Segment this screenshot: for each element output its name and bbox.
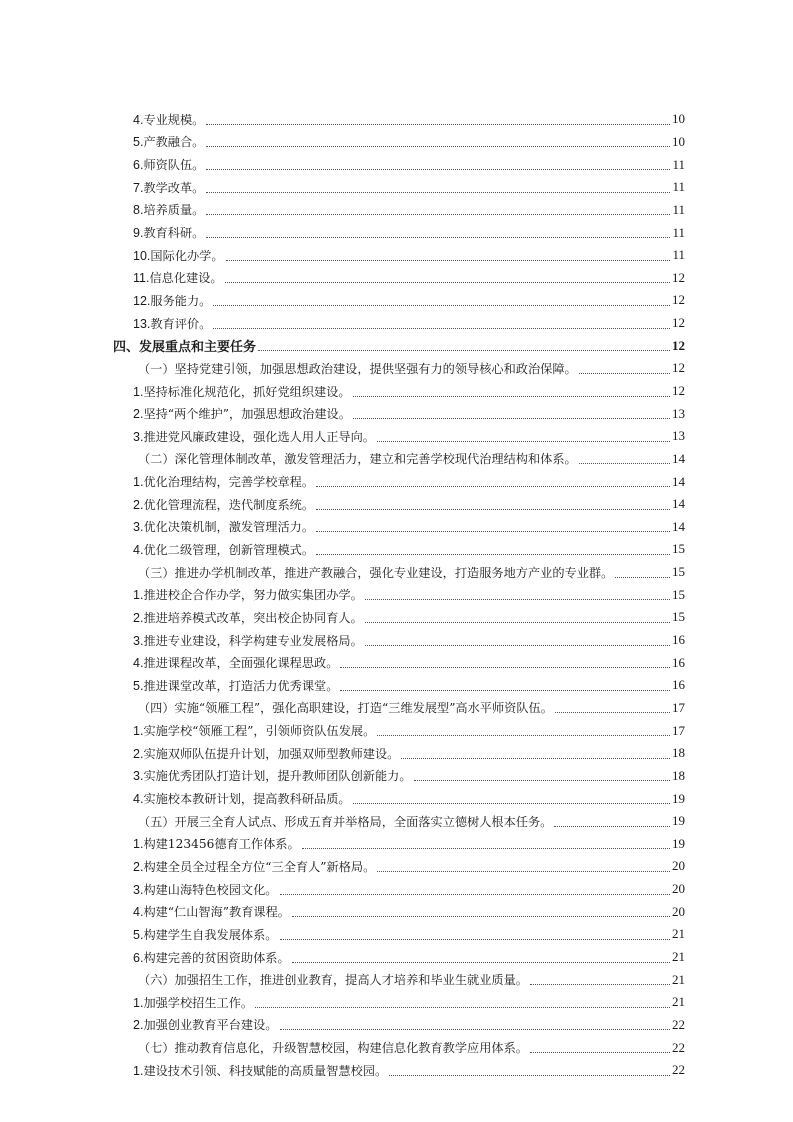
toc-entry-number: 1. [133, 475, 144, 490]
toc-page-number: 19 [672, 813, 685, 829]
dot-leader [365, 622, 670, 623]
toc-entry-title [133, 292, 211, 309]
toc-entry-text: 培养质量。 [143, 203, 205, 218]
toc-entry-text: 师资队伍。 [143, 158, 205, 173]
toc-entry-title [138, 971, 528, 988]
toc-page-number: 22 [672, 1039, 685, 1055]
toc-entry-text: 推进课程改革，全面强化课程思政。 [143, 656, 339, 671]
toc-entry-number: 4. [133, 656, 144, 671]
toc-entry-number: 1. [133, 724, 144, 739]
toc-item-entry[interactable] [0, 516, 793, 539]
toc-entry-title [133, 881, 278, 898]
toc-page-number: 20 [672, 881, 685, 897]
dot-leader [579, 373, 670, 374]
toc-entry-title [138, 813, 552, 830]
toc-entry-number: 7. [133, 180, 144, 195]
toc-section-entry[interactable] [0, 448, 793, 471]
toc-page-number: 13 [672, 405, 685, 421]
toc-entry-number: 3. [133, 882, 144, 897]
toc-entry-number: 13. [133, 316, 151, 331]
toc-item-entry[interactable] [0, 946, 793, 969]
toc-item-entry[interactable] [0, 923, 793, 946]
dot-leader [530, 1052, 670, 1053]
toc-page-number: 20 [672, 858, 685, 874]
dot-leader [316, 554, 670, 555]
toc-entry-title [138, 699, 553, 716]
dot-leader [255, 1007, 670, 1008]
toc-entry-text: 加强创业教育平台建设。 [143, 1018, 278, 1033]
toc-page-number: 14 [672, 450, 685, 466]
dot-leader [554, 826, 670, 827]
toc-entry-title [133, 994, 253, 1011]
toc-item-entry[interactable] [0, 131, 793, 154]
toc-entry-title [133, 926, 278, 943]
table-of-contents [0, 108, 793, 1082]
toc-entry-title [133, 224, 204, 241]
toc-entry-number: 3. [133, 520, 144, 535]
toc-entry-number: 1. [133, 995, 144, 1010]
toc-entry-text: 加强学校招生工作。 [143, 995, 254, 1010]
toc-entry-text: 推进校企合作办学，努力做实集团办学。 [143, 588, 363, 603]
toc-entry-number: 1. [133, 837, 144, 852]
toc-page-number: 12 [672, 315, 685, 331]
dot-leader [316, 531, 670, 532]
dot-leader [401, 758, 670, 759]
toc-entry-text: 坚持“两个维护”，加强思想政治建设。 [143, 407, 351, 422]
toc-item-entry[interactable] [0, 108, 793, 131]
toc-entry-title [133, 790, 351, 807]
toc-item-entry[interactable] [0, 1059, 793, 1082]
toc-page-number: 14 [672, 518, 685, 534]
dot-leader [530, 984, 670, 985]
toc-entry-number: 1. [133, 588, 144, 603]
toc-entry-text: 构建山海特色校园文化。 [143, 882, 278, 897]
toc-page-number: 12 [672, 360, 685, 376]
toc-entry-title [133, 1062, 387, 1079]
toc-entry-title [133, 496, 314, 513]
toc-entry-title [133, 767, 412, 784]
toc-entry-text: 优化治理结构，完善学校章程。 [143, 475, 315, 490]
toc-entry-number: 4. [133, 905, 144, 920]
dot-leader [377, 441, 670, 442]
toc-entry-text: （一）坚持党建引领，加强思想政治建设，提供坚强有力的领导核心和政治保障。 [138, 361, 577, 376]
toc-entry-title [133, 835, 300, 852]
toc-page-number: 12 [672, 292, 685, 308]
toc-item-entry[interactable] [0, 991, 793, 1014]
toc-page-number: 21 [672, 949, 685, 965]
toc-entry-text: 优化二级管理，创新管理模式。 [143, 542, 315, 557]
toc-entry-text: 优化管理流程，迭代制度系统。 [143, 497, 315, 512]
toc-entry-number: 2. [133, 497, 144, 512]
toc-entry-number: 8. [133, 203, 144, 218]
toc-entry-number: 2. [133, 746, 144, 761]
toc-entry-number: 9. [133, 226, 144, 241]
toc-page-number: 17 [672, 722, 685, 738]
toc-entry-title [133, 858, 375, 875]
toc-item-entry[interactable] [0, 153, 793, 176]
toc-entry-text: 专业规模。 [143, 112, 205, 127]
toc-item-entry[interactable] [0, 199, 793, 222]
dot-leader [353, 396, 670, 397]
toc-page-number: 18 [672, 745, 685, 761]
toc-entry-title [138, 564, 613, 581]
toc-entry-text: （二）深化管理体制改革，激发管理活力，建立和完善学校现代治理结构和体系。 [138, 452, 577, 467]
toc-page-number: 11 [672, 201, 685, 217]
toc-section-entry[interactable] [0, 561, 793, 584]
toc-page-number: 16 [672, 677, 685, 693]
toc-entry-number: 2. [133, 610, 144, 625]
toc-page-number: 12 [672, 269, 685, 285]
toc-page-number: 14 [672, 473, 685, 489]
toc-item-entry[interactable] [0, 900, 793, 923]
toc-item-entry[interactable] [0, 629, 793, 652]
toc-entry-number: 1. [133, 384, 144, 399]
toc-item-entry[interactable] [0, 651, 793, 674]
dot-leader [302, 848, 670, 849]
toc-item-entry[interactable] [0, 674, 793, 697]
toc-item-entry[interactable] [0, 380, 793, 403]
toc-page-number: 12 [672, 337, 685, 353]
toc-entry-title [133, 903, 290, 920]
toc-entry-text: 服务能力。 [150, 293, 212, 308]
toc-item-entry[interactable] [0, 606, 793, 629]
toc-entry-title [133, 677, 338, 694]
toc-entry-number: 3. [133, 633, 144, 648]
toc-page-number: 11 [672, 247, 685, 263]
toc-entry-title [113, 336, 256, 355]
toc-entry-text: 教育科研。 [143, 226, 205, 241]
toc-entry-title [133, 586, 363, 603]
dot-leader [280, 1029, 671, 1030]
toc-entry-number: 6. [133, 158, 144, 173]
toc-item-entry[interactable] [0, 176, 793, 199]
toc-item-entry[interactable] [0, 221, 793, 244]
dot-leader [206, 124, 670, 125]
toc-page-number: 11 [672, 179, 685, 195]
toc-entry-text: 教学改革。 [143, 180, 205, 195]
toc-item-entry[interactable] [0, 583, 793, 606]
dot-leader [226, 260, 671, 261]
toc-item-entry[interactable] [0, 878, 793, 901]
toc-entry-title [133, 949, 290, 966]
dot-leader [280, 939, 671, 940]
toc-entry-text: 构建全员全过程全方位“三全育人”新格局。 [143, 859, 376, 874]
toc-page-number: 11 [672, 156, 685, 172]
toc-page-number: 17 [672, 699, 685, 715]
toc-entry-number: 11. [133, 271, 150, 286]
toc-page-number: 13 [672, 428, 685, 444]
toc-section-entry[interactable] [0, 810, 793, 833]
dot-leader [213, 305, 670, 306]
dot-leader [377, 735, 670, 736]
dot-leader [615, 577, 670, 578]
toc-entry-text: 构建“仁山智海”教育课程。 [143, 905, 290, 920]
toc-entry-text: （五）开展三全育人试点、形成五育并举格局，全面落实立德树人根本任务。 [138, 814, 553, 829]
dot-leader [225, 282, 670, 283]
toc-entry-text: 构建学生自我发展体系。 [143, 927, 278, 942]
toc-item-entry[interactable] [0, 425, 793, 448]
toc-entry-number: 4. [133, 792, 144, 807]
toc-entry-text: 国际化办学。 [150, 248, 224, 263]
toc-entry-title [133, 111, 204, 128]
toc-page-number: 22 [672, 1062, 685, 1078]
toc-entry-text: （四）实施“领雁工程”，强化高职建设，打造“三维发展型”高水平师资队伍。 [138, 701, 553, 716]
toc-entry-title [133, 632, 363, 649]
toc-page-number: 16 [672, 632, 685, 648]
toc-entry-title [133, 133, 204, 150]
dot-leader [206, 146, 670, 147]
toc-page-number: 14 [672, 496, 685, 512]
toc-entry-text: 推进培养模式改革，突出校企协同育人。 [143, 610, 363, 625]
toc-item-entry[interactable] [0, 855, 793, 878]
dot-leader [206, 169, 670, 170]
dot-leader [414, 780, 670, 781]
toc-page-number: 21 [672, 926, 685, 942]
toc-item-entry[interactable] [0, 402, 793, 425]
toc-entry-title [133, 518, 314, 535]
dot-leader [206, 214, 670, 215]
toc-entry-text: 建设技术引领、科技赋能的高质量智慧校园。 [143, 1063, 388, 1078]
toc-page-number: 10 [672, 111, 685, 127]
toc-item-entry[interactable] [0, 787, 793, 810]
toc-page-number: 12 [672, 383, 685, 398]
toc-section-entry[interactable] [0, 357, 793, 380]
toc-chapter-entry[interactable] [0, 334, 793, 357]
toc-entry-title [133, 1016, 278, 1033]
dot-leader [258, 350, 670, 351]
dot-leader [316, 486, 670, 487]
dot-leader [316, 509, 670, 510]
toc-entry-text: 构建123456德育工作体系。 [143, 837, 300, 852]
toc-entry-text: 实施学校“领雁工程”，引领师资队伍发展。 [143, 724, 376, 739]
toc-item-entry[interactable] [0, 312, 793, 335]
toc-item-entry[interactable] [0, 244, 793, 267]
toc-item-entry[interactable] [0, 538, 793, 561]
dot-leader [280, 894, 671, 895]
toc-entry-number: 5. [133, 678, 144, 693]
toc-entry-text: 推进专业建设，科学构建专业发展格局。 [143, 633, 363, 648]
toc-item-entry[interactable] [0, 266, 793, 289]
dot-leader [340, 690, 670, 691]
toc-item-entry[interactable] [0, 719, 793, 742]
toc-entry-title [133, 383, 351, 400]
toc-entry-number: 12. [133, 293, 151, 308]
toc-page-number: 21 [672, 994, 685, 1010]
toc-entry-title [133, 247, 224, 264]
toc-entry-text: （七）推动教育信息化，升级智慧校园，构建信息化教育教学应用体系。 [138, 1041, 528, 1056]
toc-entry-text: 教育评价。 [150, 316, 212, 331]
toc-entry-number: 10. [133, 248, 151, 263]
toc-entry-title [133, 428, 375, 445]
toc-entry-text: （三）推进办学机制改革，推进产教融合，强化专业建设，打造服务地方产业的专业群。 [138, 565, 614, 580]
toc-page-number: 11 [672, 224, 685, 240]
toc-section-entry[interactable] [0, 1036, 793, 1059]
dot-leader [353, 418, 670, 419]
toc-entry-text: 实施校本教研计划，提高教科研品质。 [143, 792, 351, 807]
toc-entry-title [133, 315, 211, 332]
toc-entry-text: 坚持标准化规范化，抓好党组织建设。 [143, 384, 351, 399]
dot-leader [353, 803, 670, 804]
toc-entry-text: 优化决策机制，激发管理活力。 [143, 520, 315, 535]
toc-page-number: 18 [672, 767, 685, 783]
toc-page-number: 21 [672, 971, 685, 987]
toc-entry-title [133, 541, 314, 558]
toc-page-number: 16 [672, 654, 685, 670]
toc-entry-title [138, 450, 577, 467]
toc-item-entry[interactable] [0, 289, 793, 312]
toc-entry-number: 5. [133, 135, 144, 150]
dot-leader [365, 645, 670, 646]
toc-entry-number: 2. [133, 859, 144, 874]
toc-item-entry[interactable] [0, 1014, 793, 1037]
dot-leader [365, 599, 670, 600]
toc-entry-text: 四、发展重点和主要任务 [113, 340, 257, 356]
toc-entry-text: 推进课堂改革，打造活力优秀课堂。 [143, 678, 339, 693]
dot-leader [555, 712, 670, 713]
toc-page-number: 15 [672, 609, 685, 625]
dot-leader [377, 871, 670, 872]
toc-entry-number: 3. [133, 769, 144, 784]
toc-entry-number: 6. [133, 950, 144, 965]
toc-entry-title [138, 360, 577, 377]
toc-item-entry[interactable] [0, 833, 793, 856]
toc-page-number: 19 [672, 790, 685, 806]
toc-entry-text: 实施优秀团队打造计划，提升教师团队创新能力。 [143, 769, 412, 784]
dot-leader [579, 463, 670, 464]
toc-entry-text: （六）加强招生工作，推进创业教育，提高人才培养和毕业生就业质量。 [138, 973, 528, 988]
dot-leader [292, 962, 670, 963]
dot-leader [389, 1075, 670, 1076]
toc-section-entry[interactable] [0, 968, 793, 991]
toc-page-number: 15 [672, 564, 685, 580]
dot-leader [213, 328, 670, 329]
toc-entry-title [133, 745, 399, 762]
toc-item-entry[interactable] [0, 493, 793, 516]
toc-entry-title [133, 609, 363, 626]
toc-page-number: 22 [672, 1016, 685, 1032]
toc-entry-number: 4. [133, 112, 144, 127]
toc-entry-text: 产教融合。 [143, 135, 205, 150]
toc-entry-title [133, 722, 375, 739]
toc-item-entry[interactable] [0, 742, 793, 765]
toc-entry-number: 2. [133, 1018, 144, 1033]
toc-page-number: 15 [672, 541, 685, 557]
toc-entry-title [133, 269, 223, 286]
dot-leader [292, 916, 670, 917]
toc-page-number: 19 [672, 835, 685, 851]
toc-entry-title [133, 156, 204, 173]
toc-item-entry[interactable] [0, 765, 793, 788]
toc-entry-title [138, 1039, 528, 1056]
toc-entry-title [133, 179, 204, 196]
toc-entry-title [133, 654, 338, 671]
toc-section-entry[interactable] [0, 697, 793, 720]
toc-page-number: 15 [672, 586, 685, 602]
toc-entry-text: 构建完善的贫困资助体系。 [143, 950, 290, 965]
dot-leader [206, 192, 670, 193]
toc-entry-number: 1. [133, 1063, 144, 1078]
toc-entry-title [133, 201, 204, 218]
toc-page-number: 10 [672, 133, 685, 149]
toc-item-entry[interactable] [0, 470, 793, 493]
toc-entry-number: 5. [133, 927, 144, 942]
toc-entry-number: 2. [133, 407, 144, 422]
toc-entry-text: 推进党风廉政建设，强化选人用人正导向。 [143, 429, 375, 444]
toc-entry-number: 4. [133, 542, 144, 557]
toc-entry-title [133, 473, 314, 490]
toc-entry-number: 3. [133, 429, 144, 444]
toc-page-number: 20 [672, 903, 685, 919]
toc-entry-title [133, 405, 351, 422]
dot-leader [340, 667, 670, 668]
toc-entry-text: 信息化建设。 [149, 271, 223, 286]
dot-leader [206, 237, 670, 238]
toc-entry-text: 实施双师队伍提升计划，加强双师型教师建设。 [143, 746, 400, 761]
